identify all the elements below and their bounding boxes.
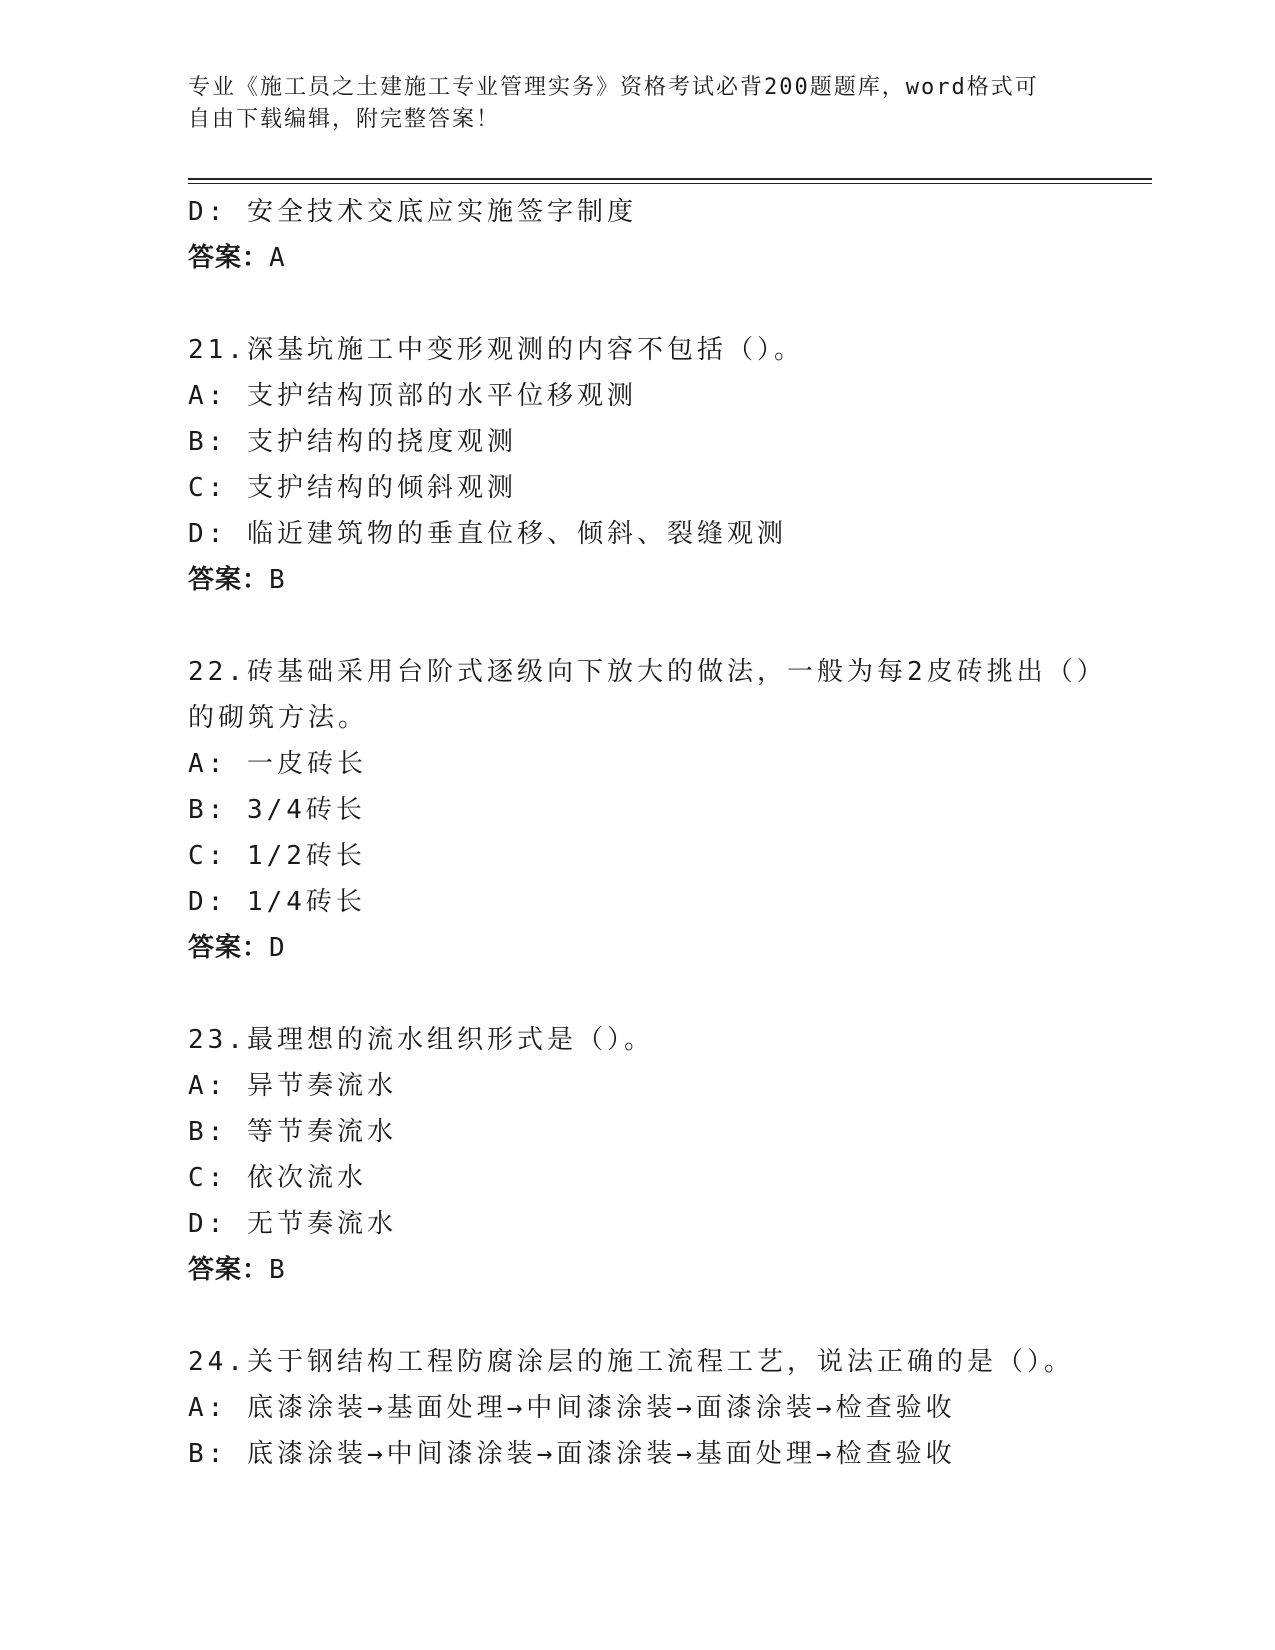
option-b: B: 支护结构的挠度观测 [188, 427, 517, 457]
answer-line [188, 1247, 1088, 1293]
question-20 [188, 189, 1088, 281]
option-c: C: 1/2砖长 [188, 841, 366, 871]
option-d: D: 无节奏流水 [188, 1209, 397, 1239]
answer-value: B [269, 1255, 286, 1285]
option-d: D: 安全技术交底应实施签字制度 [188, 197, 637, 227]
option-d: D: 临近建筑物的垂直位移、倾斜、裂缝观测 [188, 519, 787, 549]
spacer [188, 603, 1088, 649]
spacer [188, 281, 1088, 327]
option-b: B: 3/4砖长 [188, 795, 366, 825]
answer-label: 答案： [188, 1255, 270, 1285]
option-c: C: 支护结构的倾斜观测 [188, 473, 517, 503]
answer-line [188, 235, 1088, 281]
answer-value: D [269, 933, 286, 963]
question-list [188, 189, 1107, 1477]
option-a: A: 一皮砖长 [188, 749, 367, 779]
header-line-1: 专业《施工员之土建施工专业管理实务》资格考试必背200题题库，word格式可 [188, 75, 1039, 100]
option-a: A: 支护结构顶部的水平位移观测 [188, 381, 637, 411]
option-c: C: 依次流水 [188, 1163, 367, 1193]
question-21 [188, 327, 1088, 603]
document-header [188, 72, 1088, 136]
spacer [188, 1293, 1088, 1339]
answer-line [188, 557, 1088, 603]
answer-value: B [269, 565, 286, 595]
answer-line [188, 925, 1088, 971]
answer-label: 答案： [188, 933, 270, 963]
question-22 [188, 649, 1107, 971]
answer-label: 答案： [188, 243, 270, 273]
question-stem-line-2: 的砌筑方法。 [188, 703, 369, 733]
question-stem-line-1: 22.砖基础采用台阶式逐级向下放大的做法，一般为每2皮砖挑出（） [188, 657, 1107, 687]
answer-value: A [269, 243, 286, 273]
header-line-2: 自由下载编辑，附完整答案！ [188, 107, 501, 132]
option-b: B: 底漆涂装→中间漆涂装→面漆涂装→基面处理→检查验收 [188, 1439, 956, 1469]
option-a: A: 异节奏流水 [188, 1071, 397, 1101]
option-d: D: 1/4砖长 [188, 887, 366, 917]
question-23 [188, 1017, 1088, 1293]
option-a: A: 底漆涂装→基面处理→中间漆涂装→面漆涂装→检查验收 [188, 1393, 956, 1423]
question-stem: 21.深基坑施工中变形观测的内容不包括（）。 [188, 335, 804, 365]
question-stem: 23.最理想的流水组织形式是（）。 [188, 1025, 654, 1055]
question-24 [188, 1339, 1088, 1477]
spacer [188, 971, 1088, 1017]
option-b: B: 等节奏流水 [188, 1117, 397, 1147]
header-divider-thick [188, 178, 1152, 180]
answer-label: 答案： [188, 565, 270, 595]
header-divider-thin [188, 183, 1152, 184]
question-stem: 24.关于钢结构工程防腐涂层的施工流程工艺，说法正确的是（）。 [188, 1347, 1074, 1377]
